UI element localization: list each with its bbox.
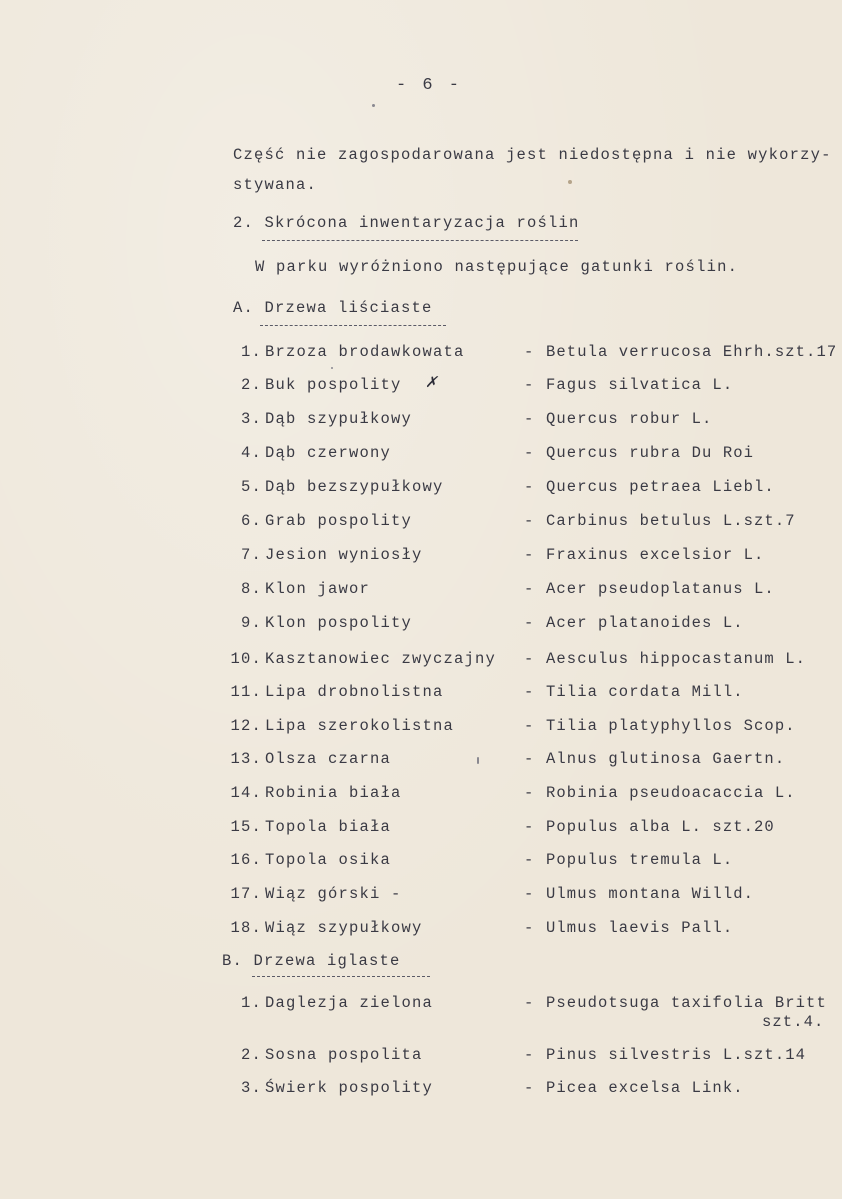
separator-dash: - [524,750,534,768]
item-number: 1. [240,343,262,361]
polish-name: Brzoza brodawkowata [265,343,465,361]
polish-name: Dąb szypułkowy [265,410,413,428]
item-number: 12. [230,717,262,735]
polish-name: Grab pospolity [265,512,413,530]
item-number: 16. [230,851,262,869]
separator-dash: - [524,1079,534,1097]
latin-name: Fraxinus excelsior L. [546,546,765,564]
ink-speck [331,367,333,369]
page-number: - 6 - [396,76,463,95]
polish-name: Dąb czerwony [265,444,392,462]
item-number: 7. [240,546,262,564]
separator-dash: - [524,818,534,836]
latin-name: Alnus glutinosa Gaertn. [546,750,786,768]
latin-name: Populus tremula L. [546,851,734,869]
separator-dash: - [524,546,534,564]
latin-name: Picea excelsa Link. [546,1079,744,1097]
section-2-intro: W parku wyróżniono następujące gatunki roślin. [255,258,739,276]
polish-name: Daglezja zielona [265,994,434,1012]
polish-name: Lipa szerokolistna [265,717,455,735]
item-number: 13. [230,750,262,768]
latin-name: Aesculus hippocastanum L. [546,650,807,668]
item-number: 15. [230,818,262,836]
latin-name: Acer pseudoplatanus L. [546,580,775,598]
polish-name: Dąb bezszypułkowy [265,478,444,496]
polish-name: Topola biała [265,818,392,836]
polish-name: Kasztanowiec zwyczajny [265,650,497,668]
item-number: 14. [230,784,262,802]
section-a-underline [260,325,446,326]
separator-dash: - [524,851,534,869]
section-2-heading: 2. Skrócona inwentaryzacja roślin [233,214,580,232]
item-number: 8. [240,580,262,598]
section-b-underline [252,976,430,977]
ink-speck [568,180,572,184]
polish-name: Lipa drobnolistna [265,683,444,701]
separator-dash: - [524,885,534,903]
item-number: 5. [240,478,262,496]
ink-speck [372,104,375,107]
section-2-underline [262,240,578,241]
latin-name: Pinus silvestris L.szt.14 [546,1046,807,1064]
polish-name: Robinia biała [265,784,402,802]
separator-dash: - [524,478,534,496]
separator-dash: - [524,614,534,632]
polish-name: Sosna pospolita [265,1046,423,1064]
section-b-heading: B. Drzewa iglaste [222,952,401,970]
item-number: 3. [240,1079,262,1097]
polish-name: Olsza czarna [265,750,392,768]
intro-line-2: stywana. [233,176,318,194]
separator-dash: - [524,919,534,937]
section-a-heading: A. Drzewa liściaste [233,299,433,317]
latin-name: Robinia pseudoacaccia L. [546,784,796,802]
latin-name: Pseudotsuga taxifolia Britt [546,994,827,1012]
latin-name: Acer platanoides L. [546,614,744,632]
polish-name: Świerk pospolity [265,1079,434,1097]
latin-name-continuation: szt.4. [762,1013,825,1031]
polish-name: Topola osika [265,851,392,869]
latin-name: Quercus robur L. [546,410,713,428]
separator-dash: - [524,580,534,598]
latin-name: Betula verrucosa Ehrh.szt.17 [546,343,838,361]
polish-name: Klon pospolity [265,614,413,632]
item-number: 3. [240,410,262,428]
intro-line-1: Część nie zagospodarowana jest niedostępna i nie wykorzy- [233,146,832,164]
latin-name: Ulmus montana Willd. [546,885,755,903]
polish-name: Wiąz górski - [265,885,402,903]
polish-name: Klon jawor [265,580,371,598]
separator-dash: - [524,512,534,530]
item-number: 11. [230,683,262,701]
separator-dash: - [524,444,534,462]
item-number: 2. [240,376,262,394]
item-number: 1. [240,994,262,1012]
latin-name: Quercus rubra Du Roi [546,444,755,462]
handwritten-mark: ✗ [425,373,438,391]
polish-name: Wiąz szypułkowy [265,919,423,937]
separator-dash: - [524,994,534,1012]
polish-name: Buk pospolity [265,376,402,394]
separator-dash: - [524,784,534,802]
item-number: 9. [240,614,262,632]
separator-dash: - [524,717,534,735]
separator-dash: - [524,683,534,701]
separator-dash: - [524,410,534,428]
separator-dash: - [524,1046,534,1064]
item-number: 6. [240,512,262,530]
latin-name: Ulmus laevis Pall. [546,919,734,937]
separator-dash: - [524,650,534,668]
item-number: 4. [240,444,262,462]
item-number: 2. [240,1046,262,1064]
latin-name: Populus alba L. szt.20 [546,818,775,836]
ink-speck [477,757,479,764]
item-number: 17. [230,885,262,903]
polish-name: Jesion wyniosły [265,546,423,564]
latin-name: Carbinus betulus L.szt.7 [546,512,796,530]
latin-name: Tilia cordata Mill. [546,683,744,701]
item-number: 18. [230,919,262,937]
latin-name: Tilia platyphyllos Scop. [546,717,796,735]
latin-name: Fagus silvatica L. [546,376,734,394]
separator-dash: - [524,343,534,361]
latin-name: Quercus petraea Liebl. [546,478,775,496]
item-number: 10. [230,650,262,668]
separator-dash: - [524,376,534,394]
